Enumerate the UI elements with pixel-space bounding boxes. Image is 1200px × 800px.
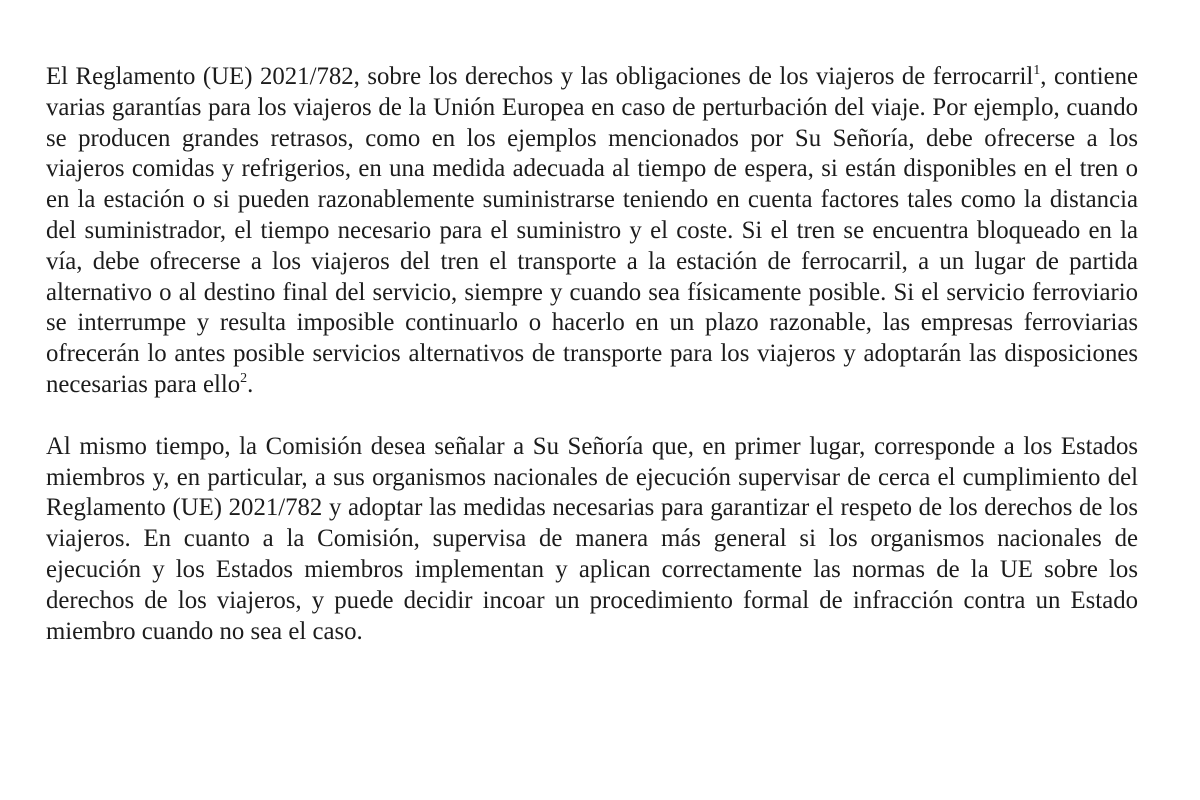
paragraph-1-text-b: , contiene varias garantías para los viajeros de la Unión Europea en caso de perturbación del viaje. Por ejemplo, cuando se producen grandes retrasos, como en los ejemplos mencionados por Su Señoría, debe ofrecerse a los viajeros comidas y refrigerios, en una medida adecuada al tiempo de espera, si están disponibles en el tren o en la estación o si pueden razonablemente suministrarse teniendo en cuenta factores tales como la distancia del suministrador, el tiempo necesario para el suministro y el coste. Si el tren se encuentra bloqueado en la vía, debe ofrecerse a los viajeros del tren el transporte a la estación de ferrocarril, a un lugar de partida alternativo o al destino final del servicio, siempre y cuando sea físicamente posible. Si el servicio ferroviario se interrumpe y resulta imposible continuarlo o hacerlo en un plazo razonable, las empresas ferroviarias ofrecerán lo antes posible servicios alternativos de transporte para los viajeros y adoptarán las disposiciones necesarias para ello bbox=[46, 63, 1139, 398]
paragraph-1-text-c: . bbox=[247, 370, 254, 398]
paragraph-2 bbox=[46, 432, 1138, 648]
footnote-ref-2[interactable]: 2 bbox=[240, 370, 248, 386]
document-page bbox=[46, 62, 1138, 647]
paragraph-2-text: Al mismo tiempo, la Comisión desea señalar a Su Señoría que, en primer lugar, corresponde a los Estados miembros y, en particular, a sus organismos nacionales de ejecución supervisar de cerca el cumplimiento del Reglamento (UE) 2021/782 y adoptar las medidas necesarias para garantizar el respeto de los derechos de los viajeros. En cuanto a la Comisión, supervisa de manera más general si los organismos nacionales de ejecución y los Estados miembros implementan y aplican correctamente las normas de la UE sobre los derechos de los viajeros, y puede decidir incoar un procedimiento formal de infracción contra un Estado miembro cuando no sea el caso. bbox=[46, 432, 1138, 645]
paragraph-1 bbox=[46, 62, 1138, 401]
footnote-ref-1[interactable]: 1 bbox=[1033, 62, 1041, 78]
paragraph-1-text-a: El Reglamento (UE) 2021/782, sobre los derechos y las obligaciones de los viajeros de ferrocarril bbox=[46, 63, 1034, 90]
